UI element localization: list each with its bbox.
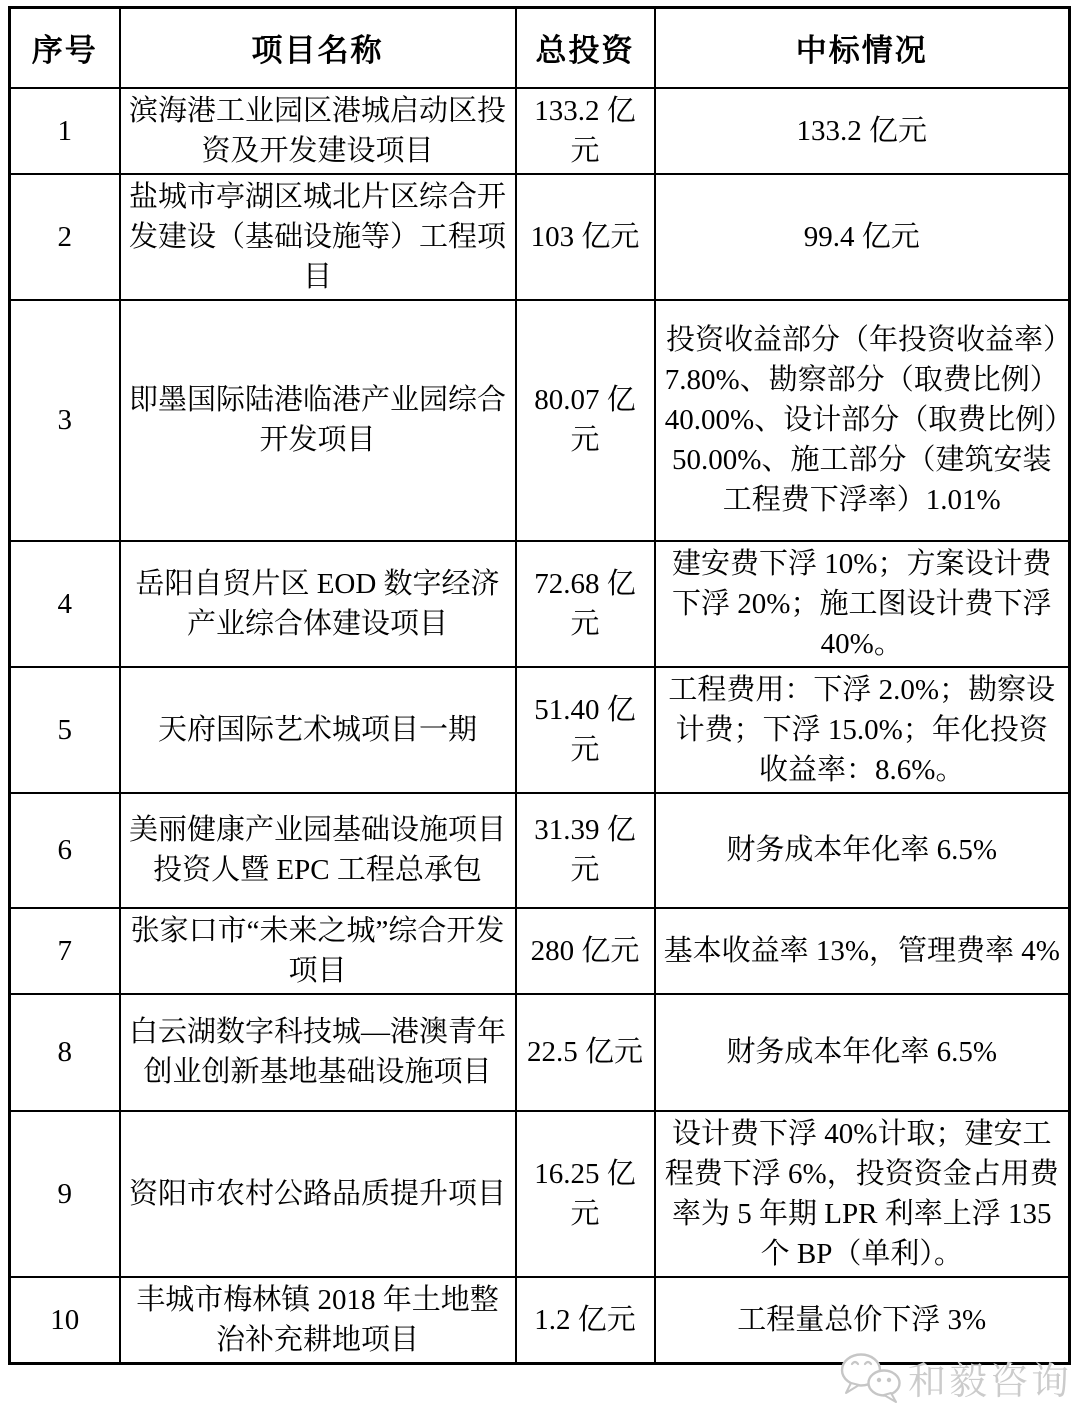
cell-investment: 72.68 亿元 — [516, 541, 655, 667]
cell-project-name: 美丽健康产业园基础设施项目投资人暨 EPC 工程总承包 — [120, 793, 516, 908]
cell-project-name: 丰城市梅林镇 2018 年土地整治补充耕地项目 — [120, 1277, 516, 1364]
cell-seq: 10 — [10, 1277, 120, 1364]
wechat-icon — [838, 1351, 904, 1405]
cell-investment: 133.2 亿元 — [516, 88, 655, 174]
table-row — [10, 174, 1070, 300]
cell-seq: 5 — [10, 667, 120, 793]
header-row — [10, 8, 1070, 88]
table-row — [10, 300, 1070, 541]
cell-seq: 4 — [10, 541, 120, 667]
cell-project-name: 岳阳自贸片区 EOD 数字经济产业综合体建设项目 — [120, 541, 516, 667]
cell-seq: 6 — [10, 793, 120, 908]
table-row — [10, 667, 1070, 793]
cell-bid-result: 基本收益率 13%，管理费率 4% — [655, 908, 1070, 994]
cell-bid-result: 财务成本年化率 6.5% — [655, 793, 1070, 908]
cell-bid-result: 建安费下浮 10%；方案设计费下浮 20%；施工图设计费下浮 40%。 — [655, 541, 1070, 667]
cell-investment: 80.07 亿元 — [516, 300, 655, 541]
cell-seq: 2 — [10, 174, 120, 300]
cell-bid-result: 99.4 亿元 — [655, 174, 1070, 300]
cell-project-name: 白云湖数字科技城—港澳青年创业创新基地基础设施项目 — [120, 994, 516, 1111]
table-row — [10, 88, 1070, 174]
header-bid-status: 中标情况 — [655, 8, 1070, 88]
table-row — [10, 908, 1070, 994]
cell-investment: 51.40 亿元 — [516, 667, 655, 793]
header-investment: 总投资 — [516, 8, 655, 88]
cell-investment: 1.2 亿元 — [516, 1277, 655, 1364]
table-row — [10, 793, 1070, 908]
cell-project-name: 盐城市亭湖区城北片区综合开发建设（基础设施等）工程项目 — [120, 174, 516, 300]
header-project-name: 项目名称 — [120, 8, 516, 88]
table-row — [10, 541, 1070, 667]
watermark-label: 和毅咨询 — [907, 1361, 1072, 1403]
table-row — [10, 1111, 1070, 1277]
cell-bid-result: 财务成本年化率 6.5% — [655, 994, 1070, 1111]
cell-investment: 16.25 亿元 — [516, 1111, 655, 1277]
cell-bid-result: 工程量总价下浮 3% — [655, 1277, 1070, 1364]
cell-investment: 103 亿元 — [516, 174, 655, 300]
cell-project-name: 滨海港工业园区港城启动区投资及开发建设项目 — [120, 88, 516, 174]
cell-bid-result: 工程费用：下浮 2.0%；勘察设计费；下浮 15.0%；年化投资收益率：8.6%。 — [655, 667, 1070, 793]
cell-investment: 22.5 亿元 — [516, 994, 655, 1111]
bid-results-table — [8, 6, 1071, 1365]
cell-seq: 7 — [10, 908, 120, 994]
cell-seq: 1 — [10, 88, 120, 174]
cell-seq: 3 — [10, 300, 120, 541]
cell-project-name: 即墨国际陆港临港产业园综合开发项目 — [120, 300, 516, 541]
cell-investment: 280 亿元 — [516, 908, 655, 994]
header-seq: 序号 — [10, 8, 120, 88]
cell-seq: 9 — [10, 1111, 120, 1277]
cell-bid-result: 133.2 亿元 — [655, 88, 1070, 174]
cell-investment: 31.39 亿元 — [516, 793, 655, 908]
cell-project-name: 天府国际艺术城项目一期 — [120, 667, 516, 793]
cell-project-name: 资阳市农村公路品质提升项目 — [120, 1111, 516, 1277]
cell-bid-result: 设计费下浮 40%计取；建安工程费下浮 6%，投资资金占用费率为 5 年期 LPR 利率上浮 135 个 BP（单利）。 — [655, 1111, 1070, 1277]
table-row — [10, 994, 1070, 1111]
cell-seq: 8 — [10, 994, 120, 1111]
watermark — [838, 1350, 1072, 1405]
cell-project-name: 张家口市“未来之城”综合开发项目 — [120, 908, 516, 994]
cell-bid-result: 投资收益部分（年投资收益率）7.80%、勘察部分（取费比例）40.00%、设计部分（取费比例）50.00%、施工部分（建筑安装工程费下浮率）1.01% — [655, 300, 1070, 541]
